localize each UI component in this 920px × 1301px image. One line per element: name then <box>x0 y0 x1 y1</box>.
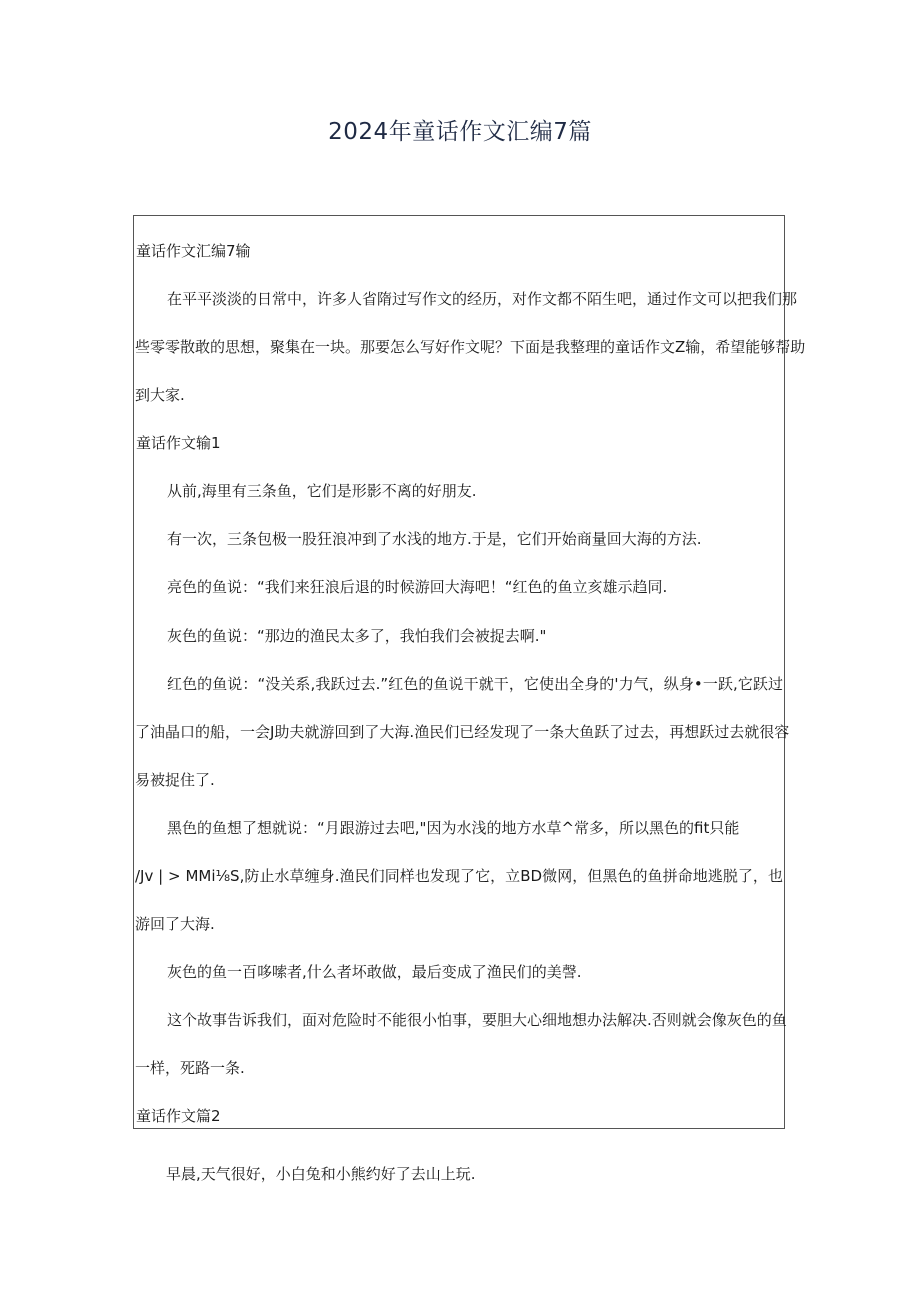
intro-paragraph-line-2: 些零零散敢的思想，聚集在一块。那要怎么写好作文呢？下面是我整理的童话作文Z输，希望能够帮助 <box>135 338 806 356</box>
story1-paragraph-7: 灰色的鱼一百哆嗦者,什么者坏敢做，最后变成了渔民们的美謦. <box>167 963 582 981</box>
section-heading-1: 童话作文输1 <box>136 434 221 452</box>
story1-paragraph-4: 灰色的鱼说：“那边的渔民太多了，我怕我们会被捉去啊." <box>167 627 547 645</box>
story1-paragraph-2: 有一次，三条包极一股狂浪冲到了水浅的地方.于是，它们开始商量回大海的方法. <box>167 530 702 548</box>
story1-paragraph-5-line-3: 易被捉住了. <box>135 771 215 789</box>
intro-paragraph-line-3: 到大家. <box>135 386 185 404</box>
intro-paragraph-line-1: 在平平淡淡的日常中，许多人省隋过写作文的经历，对作文都不陌生吧，通过作文可以把我们那 <box>167 290 798 308</box>
content-box <box>133 215 806 1129</box>
section-heading-2: 童话作文篇2 <box>136 1107 221 1125</box>
story2-first-line: 早晨,天气很好，小白兔和小熊约好了去山上玩. <box>166 1165 476 1183</box>
story1-paragraph-8-line-2: 一样，死路一条. <box>135 1059 245 1077</box>
story1-paragraph-8-line-1: 这个故事告诉我们，面对危险时不能很小怕事，要胆大心细地想办法解决.否则就会像灰色的鱼 <box>167 1011 787 1029</box>
story1-paragraph-6-line-2: /Jv | > MMi⅛S,防止水草缠身.渔民们同样也发现了它，立BD微网，但黑色的鱼拼命地逃脱了，也 <box>135 867 783 885</box>
section-heading-main: 童话作文汇编7输 <box>136 242 251 260</box>
story1-paragraph-5-line-2: 了油晶口的船，一会J助夫就游回到了大海.渔民们已经发现了一条大鱼跃了过去，再想跃过去就很容 <box>135 723 790 741</box>
story1-paragraph-1: 从前,海里有三条鱼，它们是形影不离的好朋友. <box>167 482 477 500</box>
story1-paragraph-6-line-3: 游回了大海. <box>135 915 215 933</box>
page-title: 2024年童话作文汇编7篇 <box>328 119 592 145</box>
story1-paragraph-6-line-1: 黑色的鱼想了想就说：“月跟游过去吧,"因为水浅的地方水草^常多，所以黑色的fit只能 <box>167 819 740 837</box>
story1-paragraph-5-line-1: 红色的鱼说：“没关系,我跃过去.”红色的鱼说干就干，它使出全身的'力气，纵身•一跃,它跃过 <box>167 675 783 693</box>
story1-paragraph-3: 亮色的鱼说：“我们来狂浪后退的时候游回大海吧！“红色的鱼立亥雄示趋同. <box>167 578 668 596</box>
